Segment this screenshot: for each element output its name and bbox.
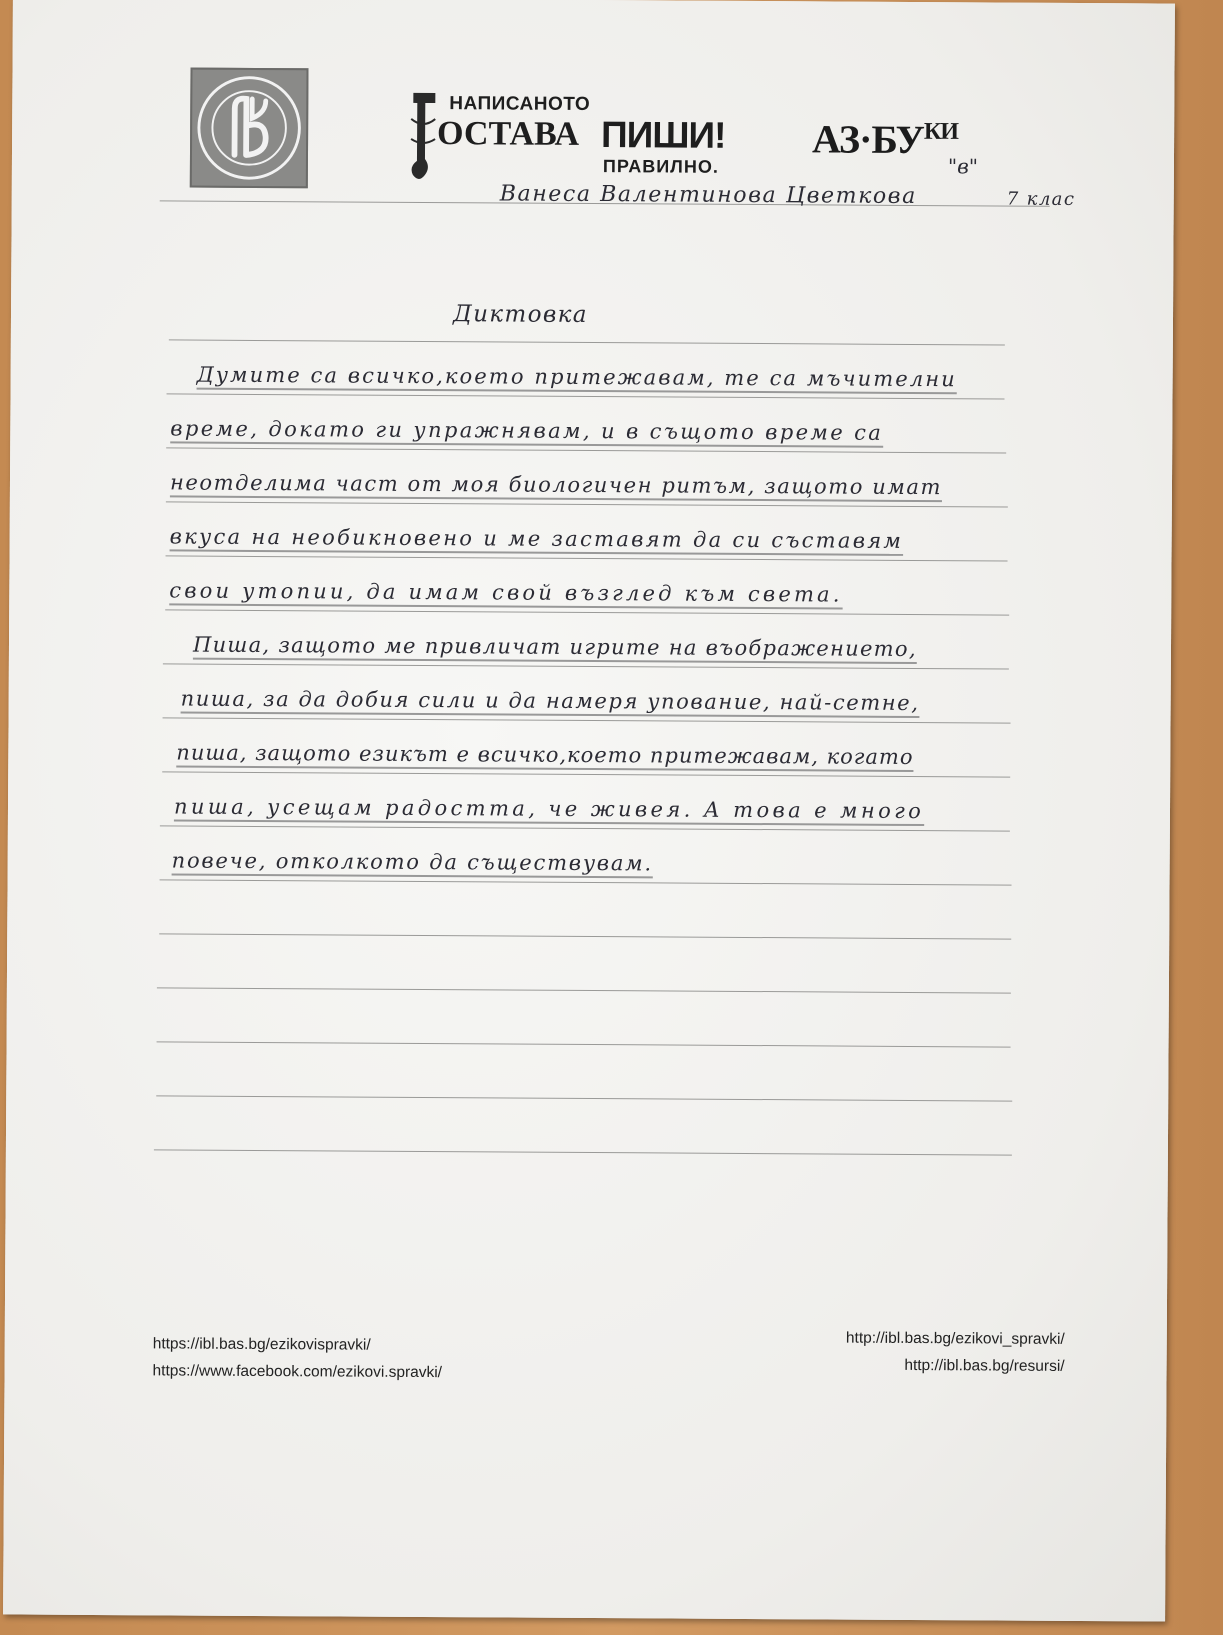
dictation-line: Пиша, защото ме привличат игрите на въображението,: [192, 632, 917, 661]
dictation-line: Думите са всичко,което притежавам, те са мъчителни: [196, 362, 957, 392]
ruled-line: [159, 933, 1011, 939]
ruled-line: [169, 339, 1005, 345]
ruled-line: [163, 717, 1011, 723]
student-name: Ванеса Валентинова Цветкова: [499, 181, 917, 209]
ruled-line: [167, 393, 1005, 399]
ruled-line: [166, 501, 1008, 507]
dictation-line: вкуса на необикновено и ме заставят да си съставям: [169, 524, 904, 553]
footer-link[interactable]: https://ibl.bas.bg/ezikovispravki/: [152, 1335, 371, 1354]
azbuki-text: АЗ·БУ: [811, 116, 924, 163]
footer-left-links: [152, 1330, 442, 1386]
ruled-line: [156, 1095, 1012, 1101]
dictation-line: пиша, за да добия сили и да намеря упование, най-сетне,: [180, 686, 920, 716]
ruled-lines: [13, 0, 1175, 4]
ibl-seal-icon: [192, 70, 307, 187]
ruled-line: [160, 879, 1012, 885]
footer-link[interactable]: https://www.facebook.com/ezikovi.spravki/: [152, 1362, 443, 1382]
dictation-line: време, докато ги упражнявам, и в същото време са: [170, 416, 884, 445]
dictation-title: Диктовка: [452, 301, 589, 328]
dictation-line: свои утопии, да имам свой възглед към света.: [169, 578, 843, 607]
dictation-sheet: [3, 0, 1175, 1622]
dictation-line: пиша, защото езикът е всичко,което притежавам, когато: [176, 740, 914, 769]
napisanoto-small: ПРАВИЛНО.: [602, 156, 719, 177]
napisanoto-big: ПИШИ!: [600, 114, 726, 156]
dictation-line: неотделима част от моя биологичен ритъм, защото имат: [169, 470, 943, 500]
dictation-line: пиша, усещам радостта, че живея. А това е много: [173, 794, 925, 824]
grade-letter: "в": [947, 154, 979, 179]
ruled-line: [166, 555, 1008, 561]
azbuki-sup: КИ: [923, 118, 959, 145]
student-grade: 7 клас: [1006, 188, 1076, 210]
ruled-line: [160, 825, 1010, 831]
ruled-line: [157, 987, 1011, 993]
napisanoto-top: НАПИСАНОТО: [449, 93, 591, 115]
napisanoto-logo: [407, 89, 748, 191]
ruled-line: [162, 771, 1010, 777]
footer-link[interactable]: http://ibl.bas.bg/resursi/: [904, 1356, 1065, 1375]
napisanoto-mid: ОСТАВА: [437, 115, 580, 153]
ruled-line: [157, 1041, 1011, 1047]
ibl-seal-text: [192, 186, 193, 187]
ruled-line: [165, 609, 1009, 615]
azbuki-logo: [812, 115, 958, 163]
ruled-line: [163, 663, 1009, 669]
ruled-line: [154, 1149, 1012, 1155]
footer-right-links: [793, 1324, 1065, 1380]
ibl-logo: [190, 68, 309, 189]
footer-link[interactable]: http://ibl.bas.bg/ezikovi_spravki/: [845, 1329, 1065, 1348]
dictation-line: повече, отколкото да съществувам.: [171, 848, 653, 876]
ruled-line: [166, 447, 1006, 453]
